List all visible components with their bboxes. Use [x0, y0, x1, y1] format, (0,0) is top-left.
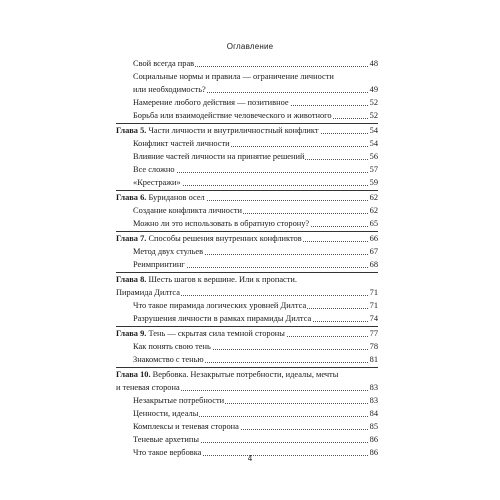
toc-entry-text: Шесть шагов к вершине. Или к пропасти. — [148, 275, 298, 284]
toc-entry — [116, 204, 378, 217]
toc-entry — [116, 381, 378, 394]
toc-entry-title — [133, 152, 305, 161]
toc-entry-text: Части личности и внутриличностный конфликт — [148, 126, 319, 135]
toc-entry-title — [133, 247, 204, 256]
toc-page-number: 85 — [369, 422, 378, 431]
toc-chapter-entry — [116, 231, 378, 245]
toc-entry — [116, 57, 378, 70]
toc-page-number: 49 — [369, 85, 378, 94]
toc-entry-text: Все сложно — [133, 165, 175, 174]
chapter-label: Глава 5. — [116, 126, 147, 135]
toc-entry-text: Борьба или взаимодействие человеческого и животного — [133, 111, 332, 120]
toc-chapter-entry — [116, 123, 378, 137]
toc-entry — [116, 109, 378, 122]
toc-entry-text: Комплексы и теневая сторона — [133, 422, 239, 431]
toc-entry-title — [133, 301, 307, 310]
toc-entry-title — [133, 260, 186, 269]
toc-entry-text: Свой всегда прав — [133, 59, 195, 68]
toc-entry-title — [133, 139, 231, 148]
toc-entry-title — [116, 329, 286, 338]
toc-entry — [116, 245, 378, 258]
toc-entry-text: Можно ли это использовать в обратную сторону? — [133, 219, 310, 228]
toc-entry-text: или необходимость? — [133, 85, 206, 94]
table-of-contents — [116, 57, 378, 459]
toc-entry-text: Знакомство с тенью — [133, 355, 204, 364]
toc-page-number: 68 — [369, 260, 378, 269]
toc-entry — [116, 217, 378, 230]
toc-entry-text: Что такое вербовка — [133, 448, 202, 457]
toc-entry-title — [116, 288, 181, 297]
page-title: Оглавление — [226, 42, 274, 51]
toc-page-number: 71 — [369, 301, 378, 310]
toc-entry — [116, 286, 378, 299]
toc-page-number: 62 — [369, 206, 378, 215]
chapter-label: Глава 8. — [116, 275, 147, 284]
toc-entry-text: Что такое пирамида логических уровней Дилтса — [133, 301, 307, 310]
toc-entry-title — [116, 383, 181, 392]
toc-entry — [116, 70, 378, 83]
toc-entry-title — [116, 234, 303, 243]
toc-entry-title — [133, 409, 199, 418]
toc-entry-title — [133, 435, 200, 444]
toc-entry-text: и теневая сторона — [116, 383, 180, 392]
toc-entry — [116, 258, 378, 271]
toc-entry-text: Незакрытые потребности — [133, 396, 225, 405]
toc-entry-title — [133, 219, 310, 228]
toc-entry-text: Как понять свою тень — [133, 342, 211, 351]
toc-page-number: 52 — [369, 111, 378, 120]
toc-page-number: 54 — [369, 126, 378, 135]
toc-entry-text: Теневые архетипы — [133, 435, 199, 444]
toc-entry — [116, 176, 378, 189]
toc-entry — [116, 407, 378, 420]
toc-entry — [116, 394, 378, 407]
toc-entry-text: Создание конфликта личности — [133, 206, 243, 215]
toc-entry-title — [133, 355, 205, 364]
toc-entry-text: Разрушения личности в рамках пирамиды Дилтса — [133, 314, 312, 323]
chapter-label: Глава 7. — [116, 234, 147, 243]
toc-entry-text: Вербовка. Незакрытые потребности, идеалы, мечты — [152, 370, 339, 379]
toc-entry-title — [116, 126, 320, 135]
toc-chapter-entry — [116, 272, 378, 286]
toc-page-number: 83 — [369, 396, 378, 405]
chapter-label: Глава 9. — [116, 329, 147, 338]
toc-entry-title — [133, 72, 335, 81]
toc-entry-title — [116, 275, 298, 284]
toc-entry-text: Намерение любого действия — позитивное — [133, 98, 289, 107]
toc-entry-title — [133, 314, 312, 323]
toc-entry-text: Ценности, идеалы — [133, 409, 199, 418]
toc-entry-title — [133, 178, 182, 187]
toc-page-number: 48 — [369, 59, 378, 68]
toc-page-number: 67 — [369, 247, 378, 256]
toc-page-number: 86 — [369, 448, 378, 457]
toc-page-number: 77 — [369, 329, 378, 338]
toc-chapter-entry — [116, 367, 378, 381]
toc-entry-text: Тень — скрытая сила темной стороны — [148, 329, 285, 338]
toc-entry — [116, 150, 378, 163]
toc-entry-text: Социальные нормы и правила — ограничение личности — [133, 72, 334, 81]
toc-entry-title — [133, 111, 333, 120]
toc-page-number: 86 — [369, 435, 378, 444]
toc-entry-text: Метод двух стульев — [133, 247, 204, 256]
toc-page-number: 71 — [369, 288, 378, 297]
toc-page-number: 59 — [369, 178, 378, 187]
toc-page-number: 83 — [369, 383, 378, 392]
toc-entry — [116, 163, 378, 176]
toc-entry-text: Буриданов осел — [148, 193, 205, 202]
toc-entry — [116, 312, 378, 325]
toc-page-number: 81 — [369, 355, 378, 364]
toc-entry-title — [133, 165, 176, 174]
toc-entry-text: Способы решения внутренних конфликтов — [148, 234, 302, 243]
chapter-label: Глава 6. — [116, 193, 147, 202]
toc-page-number: 78 — [369, 342, 378, 351]
toc-entry-title — [116, 370, 339, 379]
toc-entry-text: «Крестражи» — [133, 178, 181, 187]
toc-page-number: 52 — [369, 98, 378, 107]
toc-page-number: 56 — [369, 152, 378, 161]
toc-entry — [116, 299, 378, 312]
toc-page-number: 66 — [369, 234, 378, 243]
toc-entry — [116, 353, 378, 366]
toc-entry — [116, 83, 378, 96]
toc-page-number: 54 — [369, 139, 378, 148]
toc-entry-title — [133, 59, 195, 68]
toc-chapter-entry — [116, 190, 378, 204]
page-number: 4 — [247, 454, 253, 463]
toc-page-number: 65 — [369, 219, 378, 228]
toc-entry-title — [133, 448, 202, 457]
toc-entry — [116, 96, 378, 109]
toc-page-number: 84 — [369, 409, 378, 418]
toc-entry-title — [133, 422, 240, 431]
toc-entry-text: Реимпринтинг — [133, 260, 185, 269]
chapter-label: Глава 10. — [116, 370, 151, 379]
toc-entry-text: Конфликт частей личности — [133, 139, 230, 148]
toc-page-number: 74 — [369, 314, 378, 323]
toc-entry-title — [133, 206, 243, 215]
toc-entry — [116, 420, 378, 433]
toc-entry-title — [133, 85, 207, 94]
toc-entry-text: Влияние частей личности на принятие решений — [133, 152, 305, 161]
toc-chapter-entry — [116, 326, 378, 340]
toc-entry-title — [133, 396, 225, 405]
toc-entry-title — [133, 98, 290, 107]
toc-entry-title — [116, 193, 206, 202]
toc-entry — [116, 433, 378, 446]
toc-page-number: 62 — [369, 193, 378, 202]
toc-entry — [116, 137, 378, 150]
toc-entry-title — [133, 342, 212, 351]
toc-entry — [116, 340, 378, 353]
toc-page-number: 57 — [369, 165, 378, 174]
toc-entry-text: Пирамида Дилтса — [116, 288, 180, 297]
